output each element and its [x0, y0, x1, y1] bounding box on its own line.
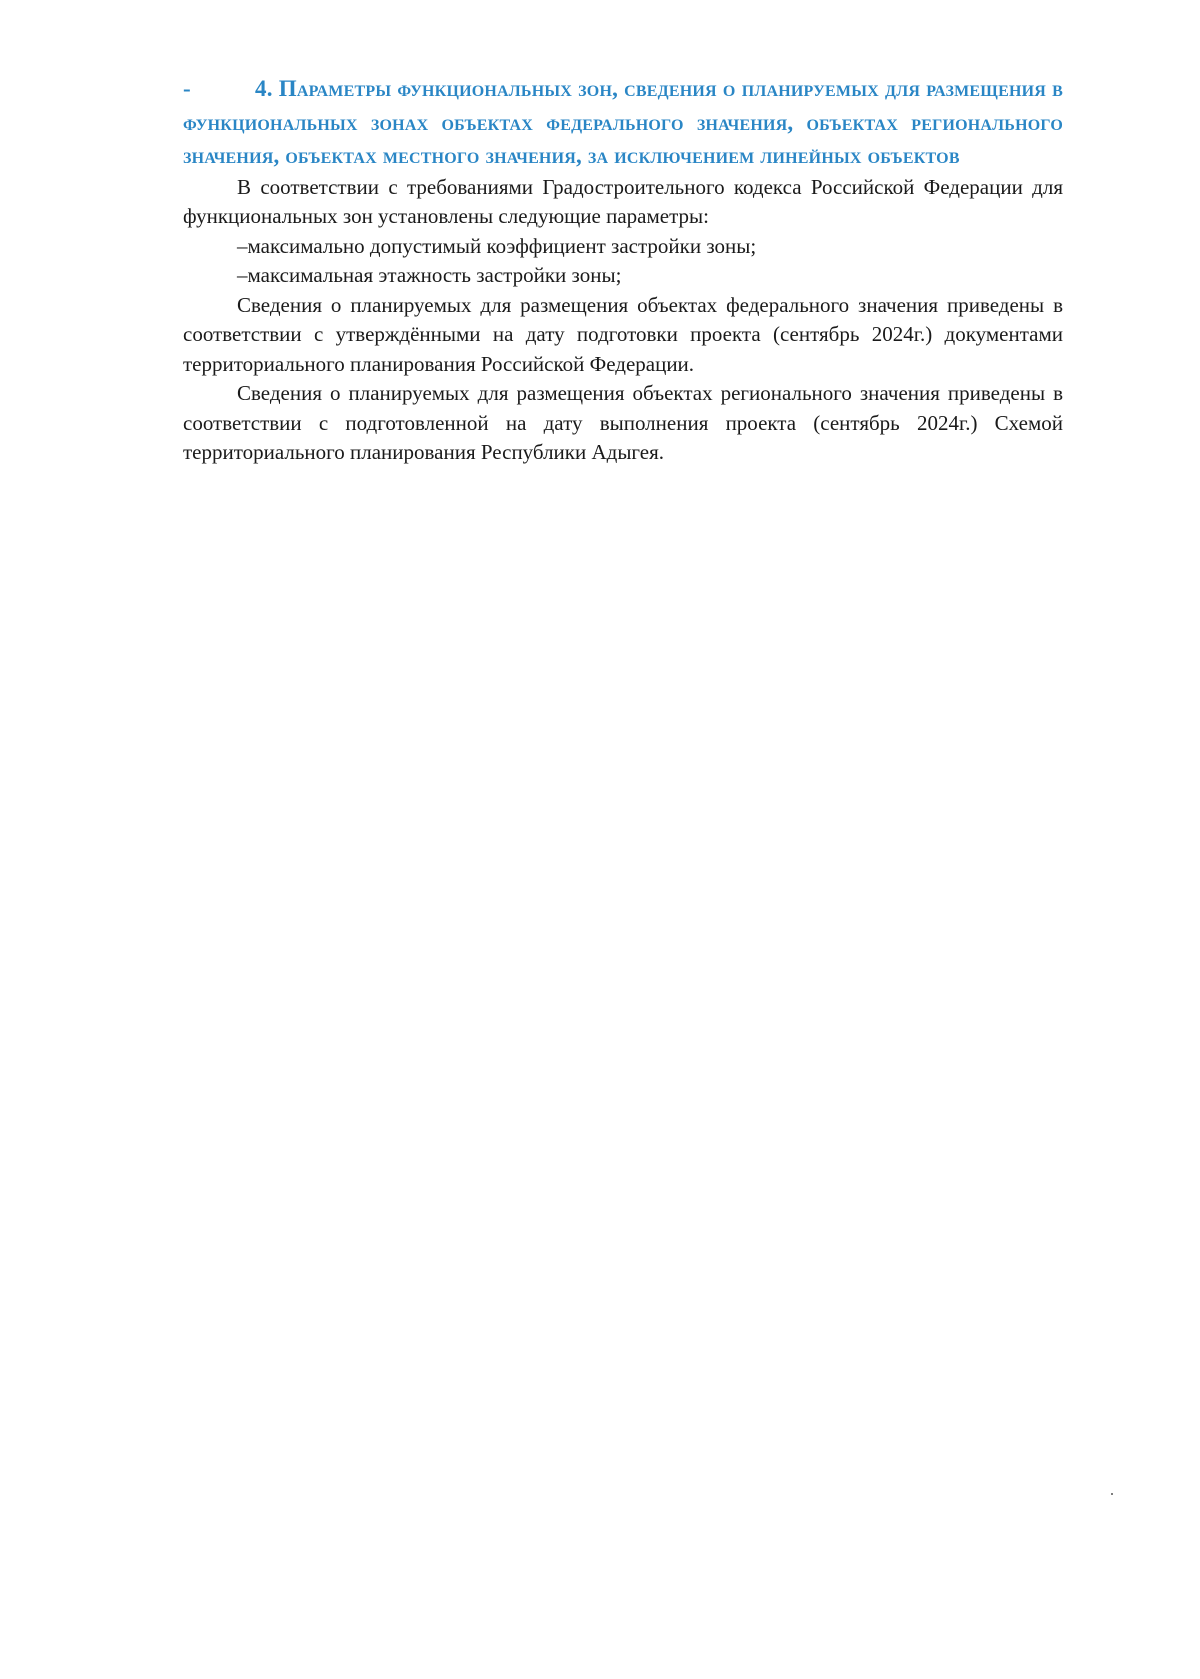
heading-title: 4. Параметры функциональных зон, сведения о планируемых для размещения в функциональных зонах объектах федерального значения, объектах регионального значения, объектах местного значения, за исключением линейных объектов: [183, 76, 1063, 168]
paragraph-intro: В соответствии с требованиями Градостроительного кодекса Российской Федерации для функциональных зон установлены следующие параметры:: [183, 174, 1063, 228]
paragraph-federal: Сведения о планируемых для размещения объектах федерального значения приведены в соответствии с утверждёнными на дату подготовки проекта (сентябрь 2024г.) документами территориального планирования Российской Федерации.: [183, 292, 1063, 376]
section-heading: [183, 72, 1063, 173]
heading-dash: -: [183, 76, 191, 101]
page-content: [183, 72, 1063, 468]
list-item-floors: –максимальная этажность застройки зоны;: [237, 263, 622, 287]
paragraph-regional: Сведения о планируемых для размещения объектах регионального значения приведены в соответствии с подготовленной на дату выполнения проекта (сентябрь 2024г.) Схемой территориального планирования Республики Адыгея.: [183, 381, 1063, 464]
section-body: [183, 173, 1063, 468]
list-item-coefficient: –максимально допустимый коэффициент застройки зоны;: [237, 233, 757, 258]
scan-speck: [1111, 1493, 1113, 1495]
